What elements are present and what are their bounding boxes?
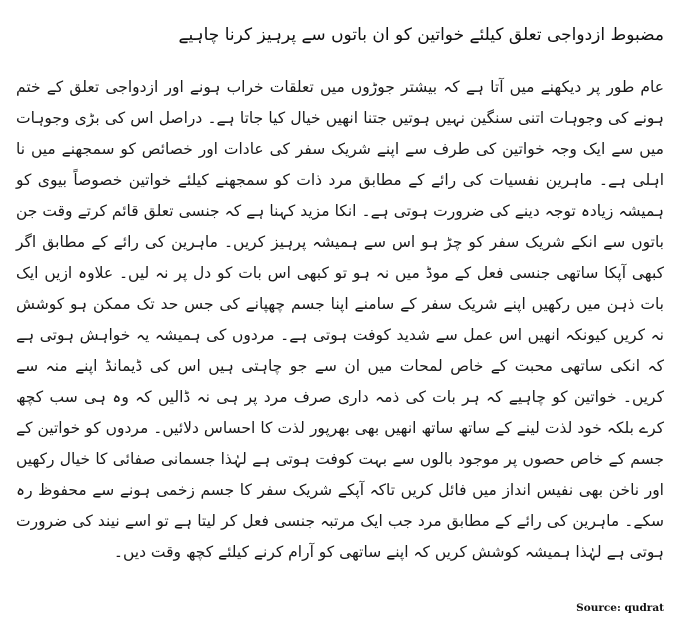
- article-title: مضبوط ازدواجی تعلق کیلئے خواتین کو ان باتوں سے پرہیز کرنا چاہیے: [178, 25, 664, 45]
- source-credit: Source: qudrat: [576, 602, 664, 614]
- article-body: عام طور پر دیکھنے میں آتا ہے کہ بیشتر جوڑوں میں تعلقات خراب ہونے اور ازدواجی تعلق کے ختم ہونے کی وجوہات اتنی سنگین نہیں ہوتیں جتنا انھیں خیال کیا جاتا ہے۔ دراصل اس کی بڑی وجوہات میں سے ایک وجہ خواتین کی طرف سے اپنے شریک سفر کی عادات اور خصائص کو سمجھنے میں نا اہلی ہے۔ ماہرین نفسیات کی رائے کے مطابق مرد ذات کو سمجھنے کیلئے خواتین خصوصاً بیوی کو ہمیشہ زیادہ توجہ دینے کی ضرورت ہوتی ہے۔ انکا مزید کہنا ہے کہ جنسی تعلق قائم کرتے وقت جن باتوں سے انکے شریک سفر کو چڑ ہو اس سے ہمیشہ پرہیز کریں۔ ماہرین کی رائے کے مطابق اگر کبھی آپکا ساتھی جنسی فعل کے موڈ میں نہ ہو تو کبھی اس بات کو دل پر نہ لیں۔ علاوہ ازیں ایک بات ذہن میں رکھیں اپنے شریک سفر کے سامنے اپنا جسم چھپانے کی جس حد تک ممکن ہو کوشش نہ کریں کیونکہ انھیں اس عمل سے شدید کوفت ہوتی ہے۔ مردوں کی ہمیشہ یہ خواہش ہوتی ہے کہ انکی ساتھی محبت کے خاص لمحات میں ان سے جو چاہتی ہیں اس کی ڈیمانڈ اپنے منہ سے کریں۔ خواتین کو چاہیے کہ ہر بات کی ذمہ داری صرف مرد پر ہی نہ ڈالیں کہ وہ ہی سب کچھ کرے بلکہ خود لذت لینے کے ساتھ ساتھ انھیں بھی بھرپور لذت کا احساس دلائیں۔ مردوں کو خواتین کے جسم کے خاص حصوں پر موجود بالوں سے بہت کوفت ہوتی ہے لہٰذا جسمانی صفائی کا خیال رکھیں اور ناخن بھی نفیس انداز میں فائل کریں تاکہ آپکے شریک سفر کا جسم زخمی ہونے سے محفوظ رہ سکے۔ ماہرین کی رائے کے مطابق مرد جب ایک مرتبہ جنسی فعل کر لیتا ہے تو اسے نیند کی ضرورت ہوتی ہے لہٰذا ہمیشہ کوشش کریں کہ اپنے ساتھی کو آرام کرنے کیلئے کچھ وقت دیں۔: [16, 78, 664, 561]
